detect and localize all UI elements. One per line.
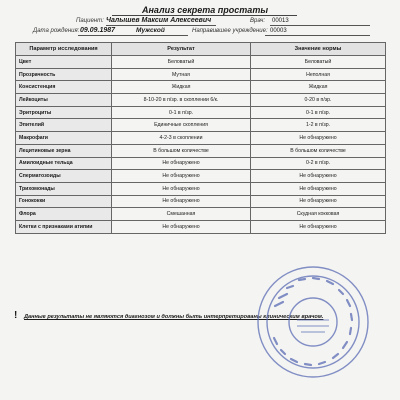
table-row: [16, 208, 386, 221]
table-row: [16, 182, 386, 195]
warning-mark: !: [14, 310, 18, 321]
result-cell: Единичные скопления: [112, 119, 251, 132]
param-cell: Лейкоциты: [16, 94, 112, 107]
result-cell: 8-10-20 в п/зр. в скоплении 6/к.: [112, 94, 251, 107]
param-cell: Прозрачность: [16, 68, 112, 81]
patient-name: Чалышев Максим Алексеевич: [106, 17, 212, 24]
title-underline: [112, 15, 297, 16]
result-cell: Смешанная: [112, 208, 251, 221]
table-row: [16, 56, 386, 69]
patient-name-underline: [106, 25, 216, 26]
table-row: [16, 68, 386, 81]
result-cell: 4-2-3 в скоплении: [112, 132, 251, 145]
norm-cell: Не обнаружено: [251, 182, 386, 195]
results-table: [15, 42, 386, 234]
param-cell: Гонококки: [16, 195, 112, 208]
referral-label: Направившее учреждение:: [192, 28, 268, 34]
table-row: [16, 119, 386, 132]
norm-cell: Не обнаружено: [251, 220, 386, 233]
referral-code: 00003: [270, 28, 287, 34]
param-cell: Эпителий: [16, 119, 112, 132]
result-cell: Мутная: [112, 68, 251, 81]
result-cell: Жидкая: [112, 81, 251, 94]
result-cell: Беловатый: [112, 56, 251, 69]
header-norm: Значение нормы: [251, 43, 386, 56]
table-header-row: [16, 43, 386, 56]
norm-cell: Скудная кокковая: [251, 208, 386, 221]
param-cell: Консистенция: [16, 81, 112, 94]
param-cell: Эритроциты: [16, 106, 112, 119]
norm-cell: 0-20 в п/зр.: [251, 94, 386, 107]
norm-cell: Беловатый: [251, 56, 386, 69]
result-cell: Не обнаружено: [112, 182, 251, 195]
table-row: [16, 170, 386, 183]
result-cell: Не обнаружено: [112, 170, 251, 183]
result-cell: Не обнаружено: [112, 157, 251, 170]
result-cell: Не обнаружено: [112, 220, 251, 233]
dob-value: 09.09.1987: [80, 27, 116, 34]
doctor-code: 00013: [272, 18, 289, 24]
param-cell: Макрофаги: [16, 132, 112, 145]
param-cell: Флора: [16, 208, 112, 221]
norm-cell: 1-2 в п/зр.: [251, 119, 386, 132]
norm-cell: Жидкая: [251, 81, 386, 94]
norm-cell: Не обнаружено: [251, 170, 386, 183]
referral-underline: [265, 35, 370, 36]
table-row: [16, 144, 386, 157]
norm-cell: Не обнаружено: [251, 132, 386, 145]
table-row: [16, 106, 386, 119]
header-result: Результат: [112, 43, 251, 56]
table-row: [16, 195, 386, 208]
norm-cell: Неполная: [251, 68, 386, 81]
dob-label: Дата рождения:: [33, 28, 80, 34]
table-row: [16, 157, 386, 170]
table-row: [16, 132, 386, 145]
document-title: Анализ секрета простаты: [141, 5, 269, 15]
table-row: [16, 94, 386, 107]
param-cell: Цвет: [16, 56, 112, 69]
norm-cell: 0-1 в п/зр.: [251, 106, 386, 119]
param-cell: Лецитиновые зерна: [16, 144, 112, 157]
header-parameter: Параметр исследования: [16, 43, 112, 56]
dob-underline: [78, 35, 188, 36]
norm-cell: В большом количестве: [251, 144, 386, 157]
norm-cell: 0-2 в п/зр.: [251, 157, 386, 170]
param-cell: Клетки с признаками атипии: [16, 220, 112, 233]
result-cell: В большом количестве: [112, 144, 251, 157]
param-cell: Амилоидные тельца: [16, 157, 112, 170]
disclaimer-text: Данные результаты не являются диагнозом и должны быть интерпретированы клиническим врачом.: [24, 314, 324, 320]
patient-label: Пациент:: [76, 18, 104, 24]
gender-value: Мужской: [136, 27, 165, 34]
doctor-label: Врач:: [250, 18, 266, 24]
result-cell: 0-1 в п/зр.: [112, 106, 251, 119]
round-stamp-icon: [253, 262, 373, 382]
param-cell: Сперматозоиды: [16, 170, 112, 183]
table-row: [16, 81, 386, 94]
doctor-underline: [270, 25, 370, 26]
table-row: [16, 220, 386, 233]
result-cell: Не обнаружено: [112, 195, 251, 208]
norm-cell: Не обнаружено: [251, 195, 386, 208]
param-cell: Трихомонады: [16, 182, 112, 195]
